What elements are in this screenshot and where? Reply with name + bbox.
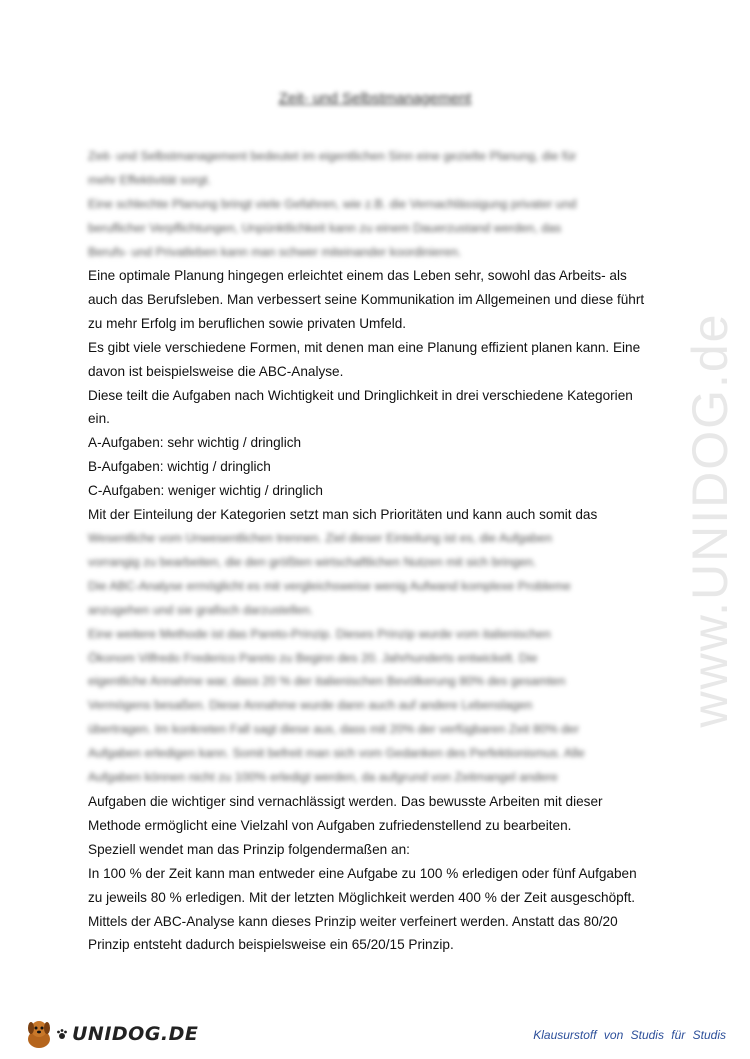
text-line: Mittels der ABC-Analyse kann dieses Prinzip weiter verfeinert werden. Anstatt das 80/20 [88,913,618,929]
text-line: Zeit- und Selbstmanagement bedeutet im eigentlichen Sinn eine gezielte Planung, die für [88,149,577,163]
text-line: anzugehen und sie grafisch darzustellen. [88,602,314,617]
text-line: Eine schlechte Planung bringt viele Gefahren, wie z.B. die Vernachlässigung privater und [88,196,577,211]
text-line: Aufgaben die wichtiger sind vernachlässigt werden. Das bewusste Arbeiten mit dieser [88,794,603,809]
unidog-logo [22,1016,198,1052]
text-line: beruflicher Verpflichtungen, Unpünktlichkeit kann zu einem Dauerzustand werden, das [88,220,562,235]
footer-tagline: Klausurstoff von Studis für Studis [533,1028,726,1042]
text-line: Vermögens besaßen. Diese Annahme wurde dann auch auf andere Lebenslagen [88,698,533,713]
text-line: mehr Effektivität sorgt. [88,172,212,187]
blurred-middle [88,527,668,790]
text-line: Mit der Einteilung der Kategorien setzt man sich Prioritäten und kann auch somit das [88,507,598,523]
text-line: auch das Berufsleben. Man verbessert seine Kommunikation im Allgemeinen und diese führt [88,291,645,307]
dog-icon [22,1017,56,1051]
text-line: Eine optimale Planung hingegen erleichtet einem das Leben sehr, sowohl das Arbeits- als [88,268,627,283]
document-title: Zeit- und Selbstmanagement [278,90,472,107]
text-line: Diese teilt die Aufgaben nach Wichtigkeit und Dringlichkeit in drei verschiedene Kategorien [88,387,633,403]
text-line: Prinzip entsteht dadurch beispielsweise ein 65/20/15 Prinzip. [88,937,454,953]
watermark: www.UNIDOG.de [682,312,738,728]
text-line: eigentliche Annahme war, dass 20 % der italienischen Bevölkerung 80% des gesamten [88,674,566,689]
text-line: zu jeweils 80 % erledigen. Mit der letzten Möglichkeit werden 400 % der Zeit ausgeschöpft. [88,889,636,905]
text-line: Die ABC-Analyse ermöglicht es mit vergleichsweise wenig Aufwand komplexe Probleme [88,578,571,593]
text-line: C-Aufgaben: weniger wichtig / dringlich [88,483,323,499]
text-line: Speziell wendet man das Prinzip folgendermaßen an: [88,841,410,857]
text-line: davon ist beispielsweise die ABC-Analyse. [88,363,344,379]
text-line: übertragen. Im konkreten Fall sagt diese aus, dass mit 20% der verfügbaren Zeit 80% der [88,722,580,737]
text-line: vorrangig zu bearbeiten, die den größten wirtschaftlichen Nutzen mit sich bringen. [88,554,537,569]
text-line: Ökonom Vilfredo Frederico Pareto zu Beginn des 20. Jahrhunderts entwickelt. Die [88,650,538,665]
body-text-part2 [88,790,668,957]
text-line: Aufgaben können nicht zu 100% erledigt werden, da aufgrund von Zeitmangel andere [88,770,558,785]
text-line: zu mehr Erfolg im beruflichen sowie privaten Umfeld. [88,315,407,331]
text-line: ein. [88,411,110,427]
text-line: In 100 % der Zeit kann man entweder eine Aufgabe zu 100 % erledigen oder fünf Aufgaben [88,865,637,881]
text-line: Wesentliche vom Unwesentlichen trennen. Ziel dieser Einteilung ist es, die Aufgaben [88,531,552,545]
text-line: Berufs- und Privatleben kann man schwer miteinander koordinieren. [88,244,462,259]
text-line: Eine weitere Methode ist das Pareto-Prinzip. Dieses Prinzip wurde vom italienischen [88,626,551,641]
text-line: Aufgaben erledigen kann. Somit befreit man sich vom Gedanken des Perfektionismus. Alle [88,746,585,761]
text-line: A-Aufgaben: sehr wichtig / dringlich [88,435,302,451]
paw-icon [56,1028,68,1040]
text-line: Methode ermöglicht eine Vielzahl von Aufgaben zufriedenstellend zu bearbeiten. [88,817,572,833]
blurred-intro [88,145,668,265]
logo-text: UNIDOG.DE [72,1023,199,1045]
body-text-part1 [88,264,668,527]
text-line: B-Aufgaben: wichtig / dringlich [88,459,271,475]
text-line: Es gibt viele verschiedene Formen, mit denen man eine Planung effizient planen kann. Eine [88,339,641,355]
